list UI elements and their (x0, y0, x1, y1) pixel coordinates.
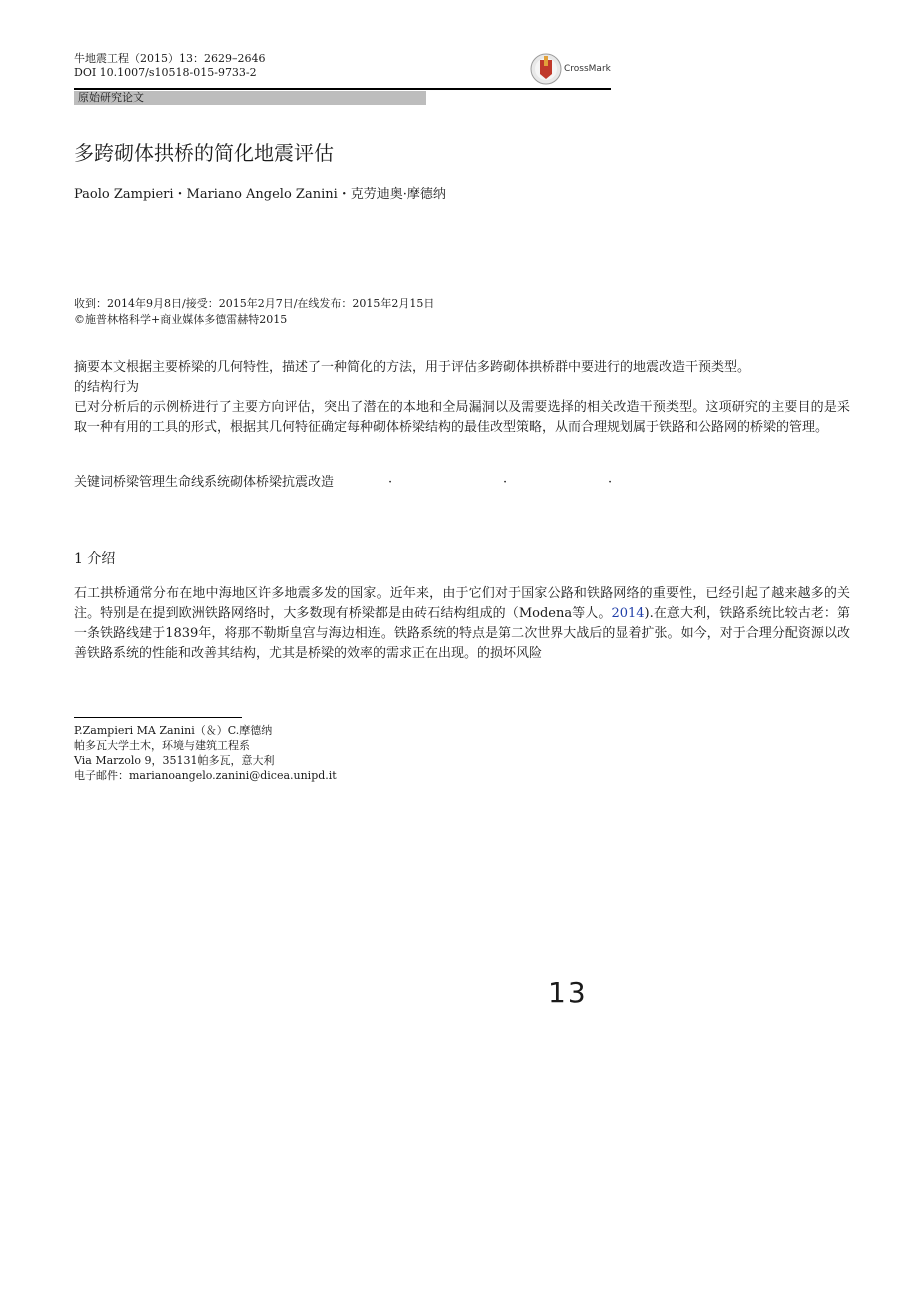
keyword-separator: · (388, 475, 393, 490)
footnote-rule (74, 717, 242, 718)
introduction-paragraph (74, 584, 850, 664)
abstract-line-1: 摘要本文根据主要桥梁的几何特性，描述了一种简化的方法，用于评估多跨砌体拱桥群中要进行的地震改造干预类型。 (74, 360, 751, 375)
intro-text-continued: ).在意大利，铁路系统比较古老：第一条铁路线建于1839年，将那不勒斯皇宫与海边相连。铁路系统的特点是第二次世界大战后的显着扩张。如今，对于合理分配资源以改善铁路系统的性能和改善其结构，尤其是桥梁的效率的需求正在出现。的损坏风险 (74, 606, 850, 661)
crossmark-badge[interactable] (530, 52, 615, 86)
keywords: 关键词桥梁管理生命线系统砌体桥梁抗震改造 (74, 475, 335, 490)
doi[interactable]: DOI 10.1007/s10518-015-9733-2 (74, 66, 257, 79)
footnote-affiliation: 帕多瓦大学土木，环境与建筑工程系 (74, 739, 250, 752)
header-rule (74, 88, 611, 90)
keyword-separator: · (503, 475, 508, 490)
article-type-bar: 原始研究论文 (74, 91, 426, 105)
abstract-line-2: 的结构行为 (74, 380, 140, 395)
abstract-paragraph-2: 已对分析后的示例桥进行了主要方向评估，突出了潜在的本地和全局漏洞以及需要选择的相关改造干预类型。这项研究的主要目的是采取一种有用的工具的形式，根据其几何特征确定每种砌体桥梁结构的最佳改型策略，从而合理规划属于铁路和公路网的桥梁的管理。 (74, 400, 850, 435)
footnote-authors: P.Zampieri MA Zanini（＆）C.摩德纳 (74, 724, 273, 737)
intro-text: 石工拱桥通常分布在地中海地区许多地震多发的国家。近年来，由于它们对于国家公路和铁路网络的重要性，已经引起了越来越多的关注。特别是在提到欧洲铁路网络时，大多数现有桥梁都是由砖石结构组成的（Modena等人。 (74, 586, 850, 621)
journal-citation: 牛地震工程（2015）13：2629–2646 (74, 52, 266, 65)
citation-link[interactable]: 2014 (611, 606, 645, 621)
crossmark-icon (530, 52, 562, 86)
section-heading: 1 介绍 (74, 551, 116, 567)
abstract (74, 358, 850, 438)
footnote-address: Via Marzolo 9，35131帕多瓦，意大利 (74, 754, 275, 767)
keyword-separator: · (608, 475, 613, 490)
publication-dates: 收到：2014年9月8日/接受：2015年2月7日/在线发布：2015年2月15日 (74, 297, 435, 310)
paper-title: 多跨砌体拱桥的简化地震评估 (74, 141, 334, 165)
copyright: ©施普林格科学+商业媒体多德雷赫特2015 (74, 313, 288, 326)
authors: Paolo Zampieri・Mariano Angelo Zanini・克劳迪奥·摩德纳 (74, 187, 446, 202)
footnote-email[interactable]: 电子邮件：marianoangelo.zanini@dicea.unipd.it (74, 769, 337, 782)
crossmark-label: CrossMark (564, 64, 611, 74)
springer-logo: 13 (548, 976, 588, 1009)
